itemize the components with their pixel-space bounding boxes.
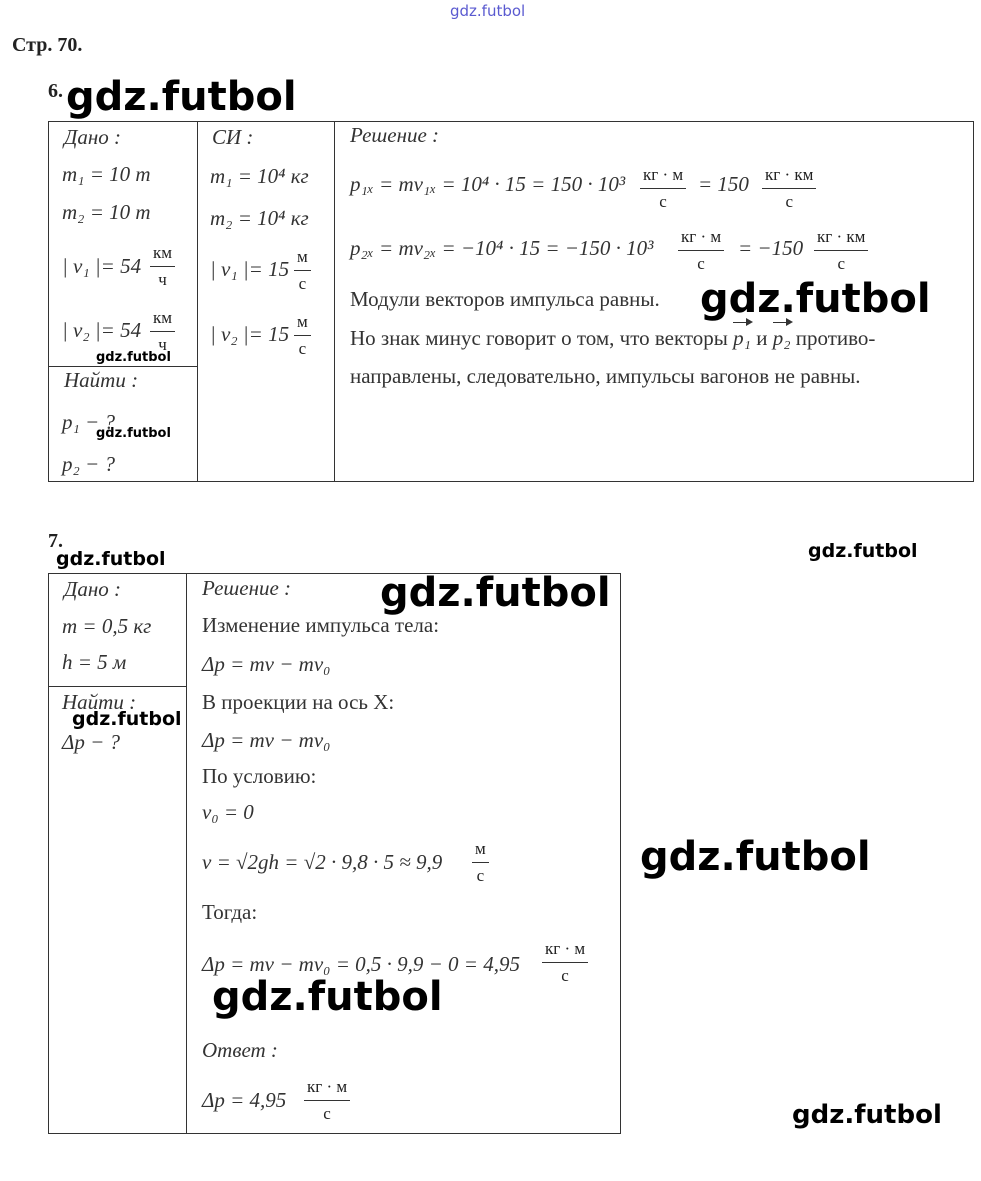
- si-v2: | v₂ |= 15: [210, 322, 290, 346]
- solution-heading: Решение :: [202, 576, 292, 600]
- unit-den: с: [785, 191, 793, 211]
- given-v2: | v₂ |= 54: [62, 318, 142, 342]
- unit-num: кг · м: [542, 936, 588, 963]
- unit-num: м: [294, 244, 311, 271]
- find-p1: p₁ − ?: [62, 410, 115, 434]
- answer-heading: Ответ :: [202, 1038, 278, 1062]
- watermark: gdz.futbol: [96, 426, 171, 441]
- unit-den: с: [323, 1103, 331, 1123]
- text-fragment: Но знак минус говорит о том, что векторы: [350, 326, 728, 350]
- solution-text-3: направлены, следовательно, импульсы вагонов не равны.: [350, 364, 861, 388]
- unit-num: км: [150, 240, 175, 267]
- given-m2: m₂ = 10 т: [62, 200, 151, 224]
- unit-num: кг · м: [304, 1074, 350, 1101]
- find-heading: Найти :: [62, 690, 137, 714]
- watermark: gdz.futbol: [808, 540, 918, 562]
- si-m1: m₁ = 10⁴ кг: [210, 164, 309, 188]
- unit-num: кг · м: [678, 224, 724, 251]
- text-fragment: противо-: [795, 326, 876, 350]
- si-v1: | v₁ |= 15: [210, 257, 290, 281]
- task7-number: 7.: [48, 530, 63, 552]
- unit-num: м: [294, 309, 311, 336]
- watermark: gdz.futbol: [700, 276, 931, 322]
- unit-den: с: [697, 253, 705, 273]
- task7-divider: [186, 573, 187, 1133]
- solution-line: Δp = mv − mv₀: [202, 652, 331, 676]
- watermark: gdz.futbol: [66, 74, 297, 120]
- solution-line: В проекции на ось X:: [202, 690, 395, 714]
- unit-den: с: [561, 965, 569, 985]
- task6-number: 6.: [48, 80, 63, 102]
- unit-ms: [290, 244, 315, 296]
- unit-ms: [290, 309, 315, 361]
- task6-divider: [48, 366, 197, 367]
- watermark: gdz.futbol: [96, 350, 171, 365]
- solution-heading: Решение :: [350, 123, 440, 147]
- unit-kgm: [538, 936, 592, 988]
- solution-line: Δp = mv − mv₀ = 0,5 · 9,9 − 0 = 4,95: [202, 952, 520, 976]
- equation-p2x-result: = −150: [738, 236, 804, 260]
- watermark-top: gdz.futbol: [450, 2, 526, 20]
- find-heading: Найти :: [64, 368, 139, 392]
- given-m: m = 0,5 кг: [62, 614, 152, 638]
- watermark: gdz.futbol: [56, 548, 166, 570]
- solution-text-1: Модули векторов импульса равны.: [350, 287, 660, 311]
- watermark: gdz.futbol: [792, 1100, 942, 1130]
- si-heading: СИ :: [212, 125, 254, 149]
- unit-den: с: [476, 865, 485, 885]
- solution-line: По условию:: [202, 764, 317, 788]
- equation-p1x: p₁ₓ = mv₁ₓ = 10⁴ · 15 = 150 · 10³: [350, 172, 626, 196]
- unit-den: с: [298, 338, 307, 358]
- watermark: gdz.futbol: [212, 974, 443, 1020]
- unit-kmh: [146, 305, 179, 357]
- unit-num: м: [472, 836, 489, 863]
- given-v1: | v₁ |= 54: [62, 254, 142, 278]
- unit-den: с: [837, 253, 845, 273]
- vector-p1: p₁: [733, 326, 751, 350]
- given-h: h = 5 м: [62, 650, 127, 674]
- solution-line: Изменение импульса тела:: [202, 613, 440, 637]
- unit-kgm: [636, 162, 690, 214]
- unit-ms: [468, 836, 493, 888]
- equation-p1x-result: = 150: [698, 172, 749, 196]
- unit-num: кг · км: [814, 224, 868, 251]
- given-m1: m₁ = 10 т: [62, 162, 151, 186]
- solution-text-2: [350, 326, 875, 351]
- task6-divider: [197, 121, 198, 481]
- solution-line: v₀ = 0: [202, 800, 254, 824]
- unit-num: кг · м: [640, 162, 686, 189]
- unit-kgkm: [758, 162, 820, 214]
- text-fragment: и: [756, 326, 768, 350]
- equation-p2x: p₂ₓ = mv₂ₓ = −10⁴ · 15 = −150 · 10³: [350, 236, 654, 260]
- unit-kgm: [674, 224, 728, 276]
- solution-line: v = √2gh = √2 · 9,8 · 5 ≈ 9,9: [202, 850, 443, 874]
- find-p2: p₂ − ?: [62, 452, 115, 476]
- unit-den: ч: [158, 269, 167, 289]
- answer-value: Δp = 4,95: [202, 1088, 287, 1112]
- unit-kgkm: [810, 224, 872, 276]
- solution-line: Δp = mv − mv₀: [202, 728, 331, 752]
- page-title: Стр. 70.: [12, 34, 83, 56]
- given-heading: Дано :: [64, 125, 122, 149]
- unit-den: с: [659, 191, 667, 211]
- watermark: gdz.futbol: [380, 570, 611, 616]
- task6-divider: [334, 121, 335, 481]
- find-dp: Δp − ?: [62, 730, 120, 754]
- task7-divider: [48, 686, 186, 687]
- unit-kgm: [300, 1074, 354, 1126]
- vector-p2: p₂: [772, 326, 791, 350]
- unit-den: с: [298, 273, 307, 293]
- unit-kmh: [146, 240, 179, 292]
- solution-line: Тогда:: [202, 900, 258, 924]
- unit-den: ч: [158, 334, 167, 354]
- unit-num: км: [150, 305, 175, 332]
- si-m2: m₂ = 10⁴ кг: [210, 206, 309, 230]
- unit-num: кг · км: [762, 162, 816, 189]
- watermark: gdz.futbol: [72, 708, 182, 730]
- given-heading: Дано :: [64, 577, 122, 601]
- watermark: gdz.futbol: [640, 834, 871, 880]
